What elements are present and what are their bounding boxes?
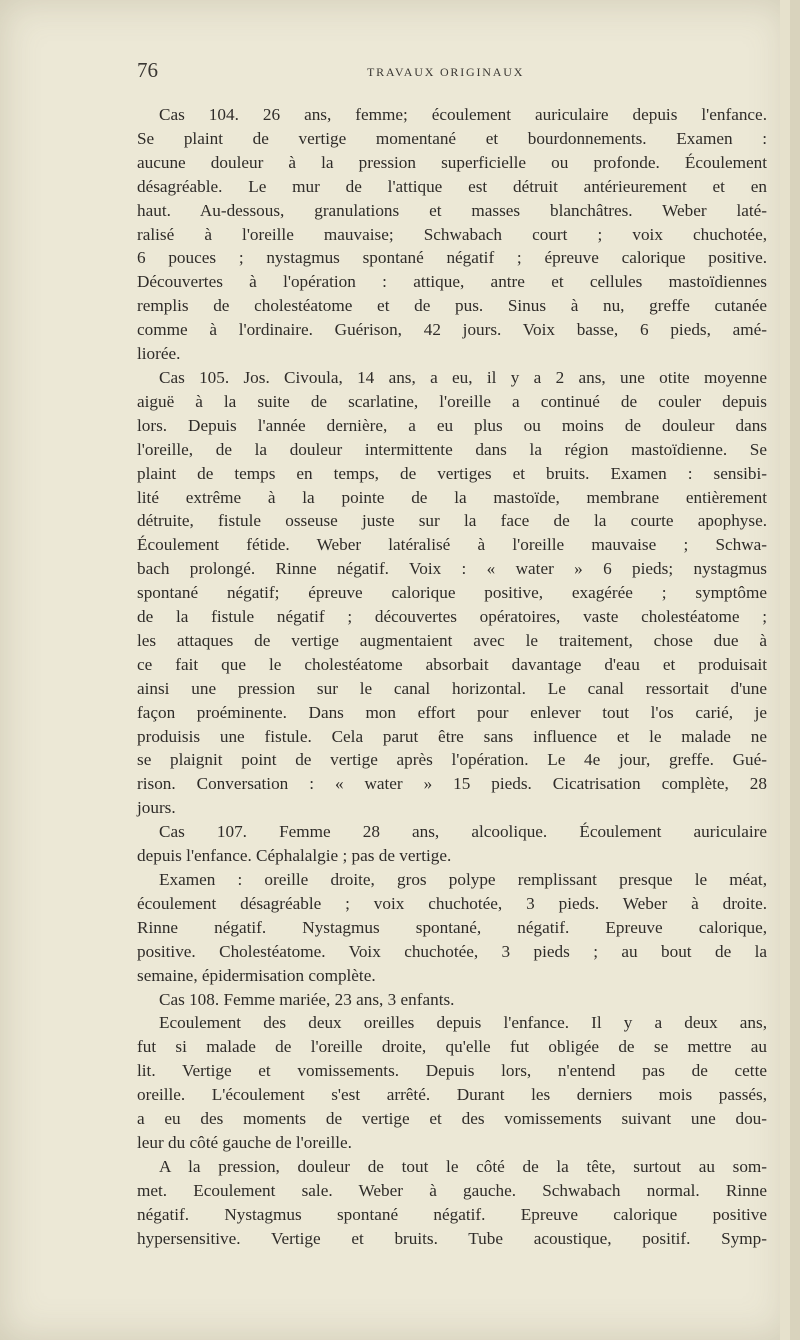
text-line: ce fait que le cholestéatome absorbait davantage d'eau et produisait <box>137 654 767 674</box>
text-line: Cas 105. Jos. Civoula, 14 ans, a eu, il y a 2 ans, une otite moyenne <box>159 367 767 387</box>
text-line: l'oreille, de la douleur intermittente dans la région mastoïdienne. Se <box>137 439 767 459</box>
text-line: Ecoulement des deux oreilles depuis l'enfance. Il y a deux ans, <box>159 1013 767 1033</box>
text-line: 6 pouces ; nystagmus spontané négatif ; épreuve calorique positive. <box>137 248 767 268</box>
text-line: rison. Conversation : « water » 15 pieds. Cicatrisation complète, 28 <box>137 774 767 794</box>
text-line: spontané négatif; épreuve calorique positive, exagérée ; symptôme <box>137 583 767 603</box>
running-title: TRAVAUX ORIGINAUX <box>367 65 525 79</box>
text-line: désagréable. Le mur de l'attique est détruit antérieurement et en <box>137 176 767 196</box>
text-line: comme à l'ordinaire. Guérison, 42 jours. Voix basse, 6 pieds, amé- <box>137 320 767 340</box>
text-line: Examen : oreille droite, gros polype remplissant presque le méat, <box>159 870 767 889</box>
text-line: Cas 104. 26 ans, femme; écoulement auriculaire depuis l'enfance. <box>159 105 767 124</box>
text-line: semaine, épidermisation complète. <box>137 965 376 985</box>
text-line: plaint de temps en temps, de vertiges et bruits. Examen : sensibi- <box>137 463 767 483</box>
page-number: 76 <box>137 58 158 82</box>
text-line: de la fistule négatif ; découvertes opératoires, vaste cholestéatome ; <box>137 607 767 627</box>
text-line: façon proéminente. Dans mon effort pour enlever tout l'os carié, je <box>137 702 767 722</box>
text-line: détruite, fistule osseuse juste sur la face de la courte apophyse. <box>137 511 767 531</box>
text-line: Cas 107. Femme 28 ans, alcoolique. Écoulement auriculaire <box>159 822 767 842</box>
text-line: Découvertes à l'opération : attique, antre et cellules mastoïdiennes <box>137 272 767 292</box>
text-line: écoulement désagréable ; voix chuchotée, 3 pieds. Weber à droite. <box>137 893 767 913</box>
text-line: Rinne négatif. Nystagmus spontané, négatif. Epreuve calorique, <box>137 917 767 937</box>
text-line: hypersensitive. Vertige et bruits. Tube acoustique, positif. Symp- <box>137 1228 767 1248</box>
text-line: aucune douleur à la pression superficielle ou profonde. Écoulement <box>137 152 767 172</box>
text-line: remplis de cholestéatome et de pus. Sinus à nu, greffe cutanée <box>137 296 767 316</box>
text-line: les attaques de vertige augmentaient avec le traitement, chose due à <box>137 630 767 650</box>
text-line: depuis l'enfance. Céphalalgie ; pas de vertige. <box>137 846 452 866</box>
text-line: leur du côté gauche de l'oreille. <box>137 1132 352 1152</box>
text-line: lors. Depuis l'année dernière, a eu plus ou moins de douleur dans <box>137 415 767 435</box>
text-line: ainsi une pression sur le canal horizontal. Le canal ressortait d'une <box>137 678 767 698</box>
text-line: ralisé à l'oreille mauvaise; Schwabach court ; voix chuchotée, <box>137 224 767 244</box>
text-line: se plaignit point de vertige après l'opération. Le 4e jour, greffe. Gué- <box>137 750 767 770</box>
text-line: Se plaint de vertige momentané et bourdonnements. Examen : <box>137 128 767 148</box>
text-line: liorée. <box>137 344 181 364</box>
text-line: bach prolongé. Rinne négatif. Voix : « water » 6 pieds; nystagmus <box>137 559 767 579</box>
text-line: jours. <box>137 798 176 818</box>
text-line: oreille. L'écoulement s'est arrêté. Durant les derniers mois passés, <box>137 1085 767 1105</box>
text-line: positive. Cholestéatome. Voix chuchotée, 3 pieds ; au bout de la <box>137 941 767 961</box>
text-line: fut si malade de l'oreille droite, qu'elle fut obligée de se mettre au <box>137 1037 767 1057</box>
text-line: négatif. Nystagmus spontané négatif. Epreuve calorique positive <box>137 1204 767 1224</box>
text-line: produisis une fistule. Cela parut être sans influence et le malade ne <box>137 726 767 746</box>
text-line: lit. Vertige et vomissements. Depuis lors, n'entend pas de cette <box>137 1061 767 1081</box>
page-header <box>137 58 767 88</box>
text-line: A la pression, douleur de tout le côté de la tête, surtout au som- <box>159 1156 767 1176</box>
body-text <box>137 103 767 1251</box>
text-line: lité extrême à la pointe de la mastoïde, membrane entièrement <box>137 487 767 507</box>
text-line: Écoulement fétide. Weber latéralisé à l'oreille mauvaise ; Schwa- <box>137 535 767 555</box>
text-line: a eu des moments de vertige et des vomissements suivant une dou- <box>137 1109 767 1129</box>
text-line: haut. Au-dessous, granulations et masses blanchâtres. Weber laté- <box>137 200 767 220</box>
text-line: aiguë à la suite de scarlatine, l'oreille a continué de couler depuis <box>137 391 767 411</box>
text-line: Cas 108. Femme mariée, 23 ans, 3 enfants. <box>159 989 455 1009</box>
text-line: met. Ecoulement sale. Weber à gauche. Schwabach normal. Rinne <box>137 1180 767 1200</box>
page-edge <box>780 0 790 1340</box>
